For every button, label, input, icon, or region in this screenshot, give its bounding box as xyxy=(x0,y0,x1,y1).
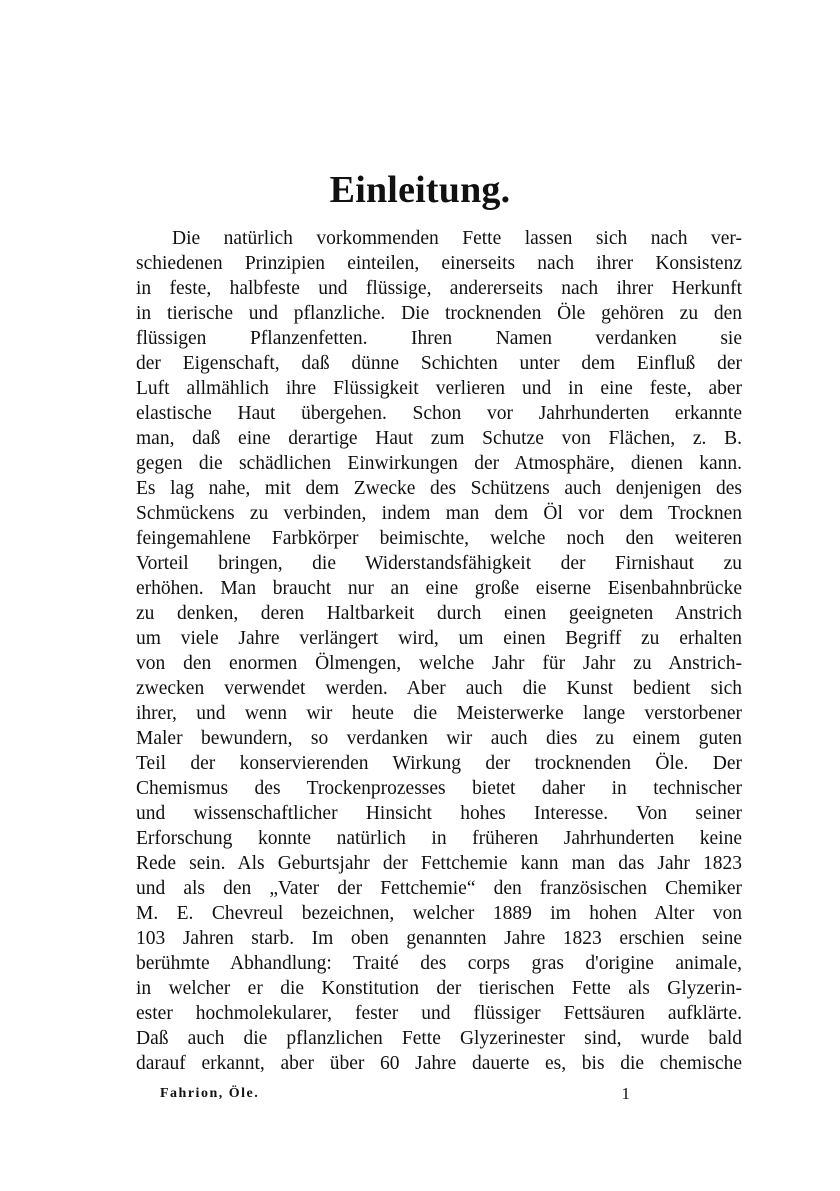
text-line: in tierische und pflanzliche. Die trocknenden Öle gehören zu den xyxy=(136,303,742,324)
text-line: man, daß eine derartige Haut zum Schutze von Flächen, z. B. xyxy=(136,428,742,449)
page-footer xyxy=(160,1086,630,1106)
footer-signature: Fahrion, Öle. xyxy=(160,1086,260,1101)
text-line: schiedenen Prinzipien einteilen, einerseits nach ihrer Konsistenz xyxy=(136,253,742,274)
text-line: Rede sein. Als Geburtsjahr der Fettchemie kann man das Jahr 1823 xyxy=(136,853,742,874)
page-number: 1 xyxy=(621,1084,630,1103)
text-line: Es lag nahe, mit dem Zwecke des Schützens auch denjenigen des xyxy=(136,478,742,499)
text-line: um viele Jahre verlängert wird, um einen Begriff zu erhalten xyxy=(136,628,742,649)
text-line: zwecken verwendet werden. Aber auch die Kunst bedient sich xyxy=(136,678,742,699)
text-line: Maler bewundern, so verdanken wir auch dies zu einem guten xyxy=(136,728,742,749)
text-line: Die natürlich vorkommenden Fette lassen sich nach ver- xyxy=(172,228,742,249)
text-line: elastische Haut übergehen. Schon vor Jahrhunderten erkannte xyxy=(136,403,742,424)
text-line: Luft allmählich ihre Flüssigkeit verlieren und in eine feste, aber xyxy=(136,378,742,399)
text-line: von den enormen Ölmengen, welche Jahr für Jahr zu Anstrich- xyxy=(136,653,742,674)
text-line: Schmückens zu verbinden, indem man dem Öl vor dem Trocknen xyxy=(136,503,742,524)
text-line: in feste, halbfeste und flüssige, andererseits nach ihrer Herkunft xyxy=(136,278,742,299)
text-line: darauf erkannt, aber über 60 Jahre dauerte es, bis die chemische xyxy=(136,1053,742,1074)
text-line: 103 Jahren starb. Im oben genannten Jahre 1823 erschien seine xyxy=(136,928,742,949)
text-line: flüssigen Pflanzenfetten. Ihren Namen verdanken sie xyxy=(136,328,742,349)
text-line: und wissenschaftlicher Hinsicht hohes Interesse. Von seiner xyxy=(136,803,742,824)
text-line: ester hochmolekularer, fester und flüssiger Fettsäuren aufklärte. xyxy=(136,1003,742,1024)
text-line: berühmte Abhandlung: Traité des corps gras d'origine animale, xyxy=(136,953,742,974)
text-line: in welcher er die Konstitution der tierischen Fette als Glyzerin- xyxy=(136,978,742,999)
text-line: und als den „Vater der Fettchemie“ den französischen Chemiker xyxy=(136,878,742,899)
text-line: der Eigenschaft, daß dünne Schichten unter dem Einfluß der xyxy=(136,353,742,374)
text-line: ihrer, und wenn wir heute die Meisterwerke lange verstorbener xyxy=(136,703,742,724)
text-line: gegen die schädlichen Einwirkungen der Atmosphäre, dienen kann. xyxy=(136,453,742,474)
page-title: Einleitung. xyxy=(329,169,511,211)
text-line: Vorteil bringen, die Widerstandsfähigkeit der Firnishaut zu xyxy=(136,553,742,574)
text-line: Erforschung konnte natürlich in früheren Jahrhunderten keine xyxy=(136,828,742,849)
text-line: zu denken, deren Haltbarkeit durch einen geeigneten Anstrich xyxy=(136,603,742,624)
text-line: M. E. Chevreul bezeichnen, welcher 1889 im hohen Alter von xyxy=(136,903,742,924)
body-paragraph xyxy=(136,226,742,1076)
text-line: feingemahlene Farbkörper beimischte, welche noch den weiteren xyxy=(136,528,742,549)
text-line: Daß auch die pflanzlichen Fette Glyzerinester sind, wurde bald xyxy=(136,1028,742,1049)
text-line: erhöhen. Man braucht nur an eine große eiserne Eisenbahnbrücke xyxy=(136,578,742,599)
text-line: Chemismus des Trockenprozesses bietet daher in technischer xyxy=(136,778,742,799)
text-line: Teil der konservierenden Wirkung der trocknenden Öle. Der xyxy=(136,753,742,774)
